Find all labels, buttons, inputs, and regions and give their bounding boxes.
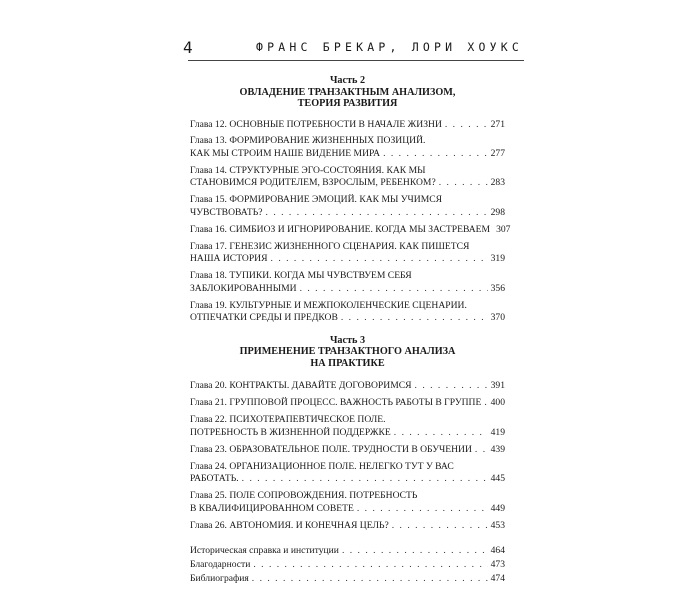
entry-last-line	[190, 397, 505, 410]
entry-title-line: Глава 12. ОСНОВНЫЕ ПОТРЕБНОСТИ В НАЧАЛЕ ЖИЗНИ	[190, 118, 442, 130]
entry-title-line: Глава 14. СТРУКТУРНЫЕ ЭГО-СОСТОЯНИЯ. КАК МЫ	[190, 164, 426, 176]
dot-leader	[484, 397, 487, 410]
entry-title-line: Глава 16. СИМБИОЗ И ИГНОРИРОВАНИЕ. КОГДА МЫ ЗАСТРЕВАЕМ	[190, 223, 491, 235]
dot-leader	[357, 503, 488, 516]
page-ref: 400	[490, 397, 505, 409]
entry-last-line	[190, 283, 505, 296]
entry-last-line	[190, 380, 505, 393]
part-3-heading	[190, 335, 505, 370]
toc-entry	[190, 380, 505, 393]
entry-last-line	[190, 177, 505, 190]
part-label: Часть 3	[329, 334, 366, 346]
entry-last-line	[190, 503, 505, 516]
entry-title-line: Глава 13. ФОРМИРОВАНИЕ ЖИЗНЕННЫХ ПОЗИЦИЙ.	[190, 135, 426, 147]
toc-entry	[190, 490, 505, 515]
dot-leader	[253, 559, 487, 572]
toc-entry	[190, 241, 505, 266]
part-label: Часть 2	[329, 75, 366, 86]
part-3-section	[190, 335, 505, 532]
page-ref: 419	[490, 426, 505, 438]
toc-entry	[190, 520, 505, 533]
dot-leader	[415, 380, 488, 393]
toc-entry	[190, 300, 505, 325]
dot-leader	[242, 473, 488, 486]
toc-entry	[190, 223, 511, 237]
dot-leader	[394, 427, 488, 440]
header-rule	[188, 60, 524, 61]
dot-leader	[341, 312, 488, 325]
entry-last-line	[190, 573, 505, 586]
entry-title-line: Глава 24. ОРГАНИЗАЦИОННОЕ ПОЛЕ. НЕЛЕГКО ТУТ У ВАС	[190, 460, 454, 472]
toc-entry	[190, 270, 505, 295]
entry-last-line	[190, 223, 511, 237]
entry-title-line: ОТПЕЧАТКИ СРЕДЫ И ПРЕДКОВ	[190, 312, 338, 324]
entry-last-line	[190, 444, 505, 457]
page-ref: 474	[490, 573, 505, 585]
entry-last-line	[190, 148, 505, 161]
entry-last-line	[190, 207, 505, 220]
dot-leader	[439, 177, 488, 190]
page-ref: 453	[490, 519, 505, 531]
toc-entry	[190, 461, 505, 486]
toc-entries	[190, 118, 511, 325]
entry-last-line	[190, 473, 505, 486]
entry-title-line: ПОТРЕБНОСТЬ В ЖИЗНЕННОЙ ПОДДЕРЖКЕ	[190, 426, 391, 438]
page-ref: 356	[490, 282, 505, 294]
entry-title-line: Глава 25. ПОЛЕ СОПРОВОЖДЕНИЯ. ПОТРЕБНОСТЬ	[190, 490, 418, 502]
page-ref: 319	[490, 253, 505, 265]
entry-title-line: Глава 19. КУЛЬТУРНЫЕ И МЕЖПОКОЛЕНЧЕСКИЕ СЦЕНАРИИ.	[190, 299, 467, 311]
entry-title-line: ЗАБЛОКИРОВАННЫМИ	[190, 282, 297, 294]
entry-title-line: Глава 18. ТУПИКИ. КОГДА МЫ ЧУВСТВУЕМ СЕБЯ	[190, 270, 412, 282]
entry-title-line: Библиография	[190, 573, 249, 585]
entry-title-line: Историческая справка и институции	[190, 545, 339, 557]
entry-last-line	[190, 545, 505, 558]
toc-entry	[190, 165, 505, 190]
entry-title-line: Благодарности	[190, 559, 251, 571]
dot-leader	[271, 253, 488, 266]
toc-entries	[190, 380, 505, 532]
page-header	[183, 32, 523, 60]
entry-title-line: ЧУВСТВОВАТЬ?	[190, 206, 263, 218]
entry-title-line: Глава 20. КОНТРАКТЫ. ДАВАЙТЕ ДОГОВОРИМСЯ	[190, 380, 412, 392]
part-2-section	[190, 75, 511, 325]
entry-title-line: Глава 15. ФОРМИРОВАНИЕ ЭМОЦИЙ. КАК МЫ УЧИМСЯ	[190, 194, 443, 206]
toc-entry	[190, 397, 505, 410]
toc-entry	[190, 414, 505, 439]
entry-title-line: РАБОТАТЬ.	[190, 473, 239, 485]
page-ref: 370	[490, 312, 505, 324]
page-ref: 277	[490, 147, 505, 159]
part-2-heading	[190, 75, 505, 110]
page-ref: 298	[490, 206, 505, 218]
page-ref: 439	[490, 443, 505, 455]
page-ref: 449	[490, 502, 505, 514]
page-ref: 307	[496, 223, 511, 235]
dot-leader	[300, 283, 488, 296]
entry-title-line: Глава 17. ГЕНЕЗИС ЖИЗНЕННОГО СЦЕНАРИЯ. КАК ПИШЕТСЯ	[190, 240, 470, 252]
part-title: ОВЛАДЕНИЕ ТРАНЗАКТНЫМ АНАЛИЗОМ, ТЕОРИЯ РАЗВИТИЯ	[239, 86, 456, 109]
page-ref: 445	[490, 473, 505, 485]
entry-last-line	[190, 312, 505, 325]
entry-title-line: НАША ИСТОРИЯ	[190, 253, 268, 265]
toc-entry	[190, 119, 505, 132]
entry-last-line	[190, 427, 505, 440]
toc-entry	[190, 573, 505, 586]
page-ref: 391	[490, 380, 505, 392]
toc-entry	[190, 444, 505, 457]
table-of-contents	[190, 75, 511, 587]
toc-entry	[190, 194, 505, 219]
page-ref: 271	[490, 118, 505, 130]
dot-leader	[383, 148, 488, 161]
dot-leader	[475, 444, 488, 457]
toc-entry	[190, 545, 505, 558]
entry-title-line: В КВАЛИФИЦИРОВАННОМ СОВЕТЕ	[190, 502, 354, 514]
entry-last-line	[190, 253, 505, 266]
entry-last-line	[190, 559, 505, 572]
entry-last-line	[190, 119, 505, 132]
running-title: ФРАНС БРЕКАР, ЛОРИ ХОУКС	[256, 40, 523, 54]
page-ref: 473	[490, 559, 505, 571]
dot-leader	[252, 573, 488, 586]
entry-last-line	[190, 520, 505, 533]
page-number: 4	[183, 38, 194, 57]
dot-leader	[445, 119, 488, 132]
page-ref: 464	[490, 545, 505, 557]
entry-title-line: Глава 23. ОБРАЗОВАТЕЛЬНОЕ ПОЛЕ. ТРУДНОСТИ В ОБУЧЕНИИ	[190, 443, 472, 455]
page-ref: 283	[490, 177, 505, 189]
back-matter-section	[190, 545, 505, 586]
toc-entry	[190, 559, 505, 572]
part-title: ПРИМЕНЕНИЕ ТРАНЗАКТНОГО АНАЛИЗА НА ПРАКТИКЕ	[239, 346, 456, 369]
dot-leader	[342, 545, 488, 558]
entry-title-line: Глава 21. ГРУППОВОЙ ПРОЦЕСС. ВАЖНОСТЬ РАБОТЫ В ГРУППЕ	[190, 397, 482, 409]
toc-entries	[190, 545, 505, 586]
toc-entry	[190, 135, 505, 160]
dot-leader	[266, 207, 488, 220]
dot-leader	[392, 520, 488, 533]
entry-title-line: КАК МЫ СТРОИМ НАШЕ ВИДЕНИЕ МИРА	[190, 147, 381, 159]
entry-title-line: СТАНОВИМСЯ РОДИТЕЛЕМ, ВЗРОСЛЫМ, РЕБЕНКОМ?	[190, 177, 436, 189]
entry-title-line: Глава 26. АВТОНОМИЯ. И КОНЕЧНАЯ ЦЕЛЬ?	[190, 519, 389, 531]
entry-title-line: Глава 22. ПСИХОТЕРАПЕВТИЧЕСКОЕ ПОЛЕ.	[190, 414, 386, 426]
